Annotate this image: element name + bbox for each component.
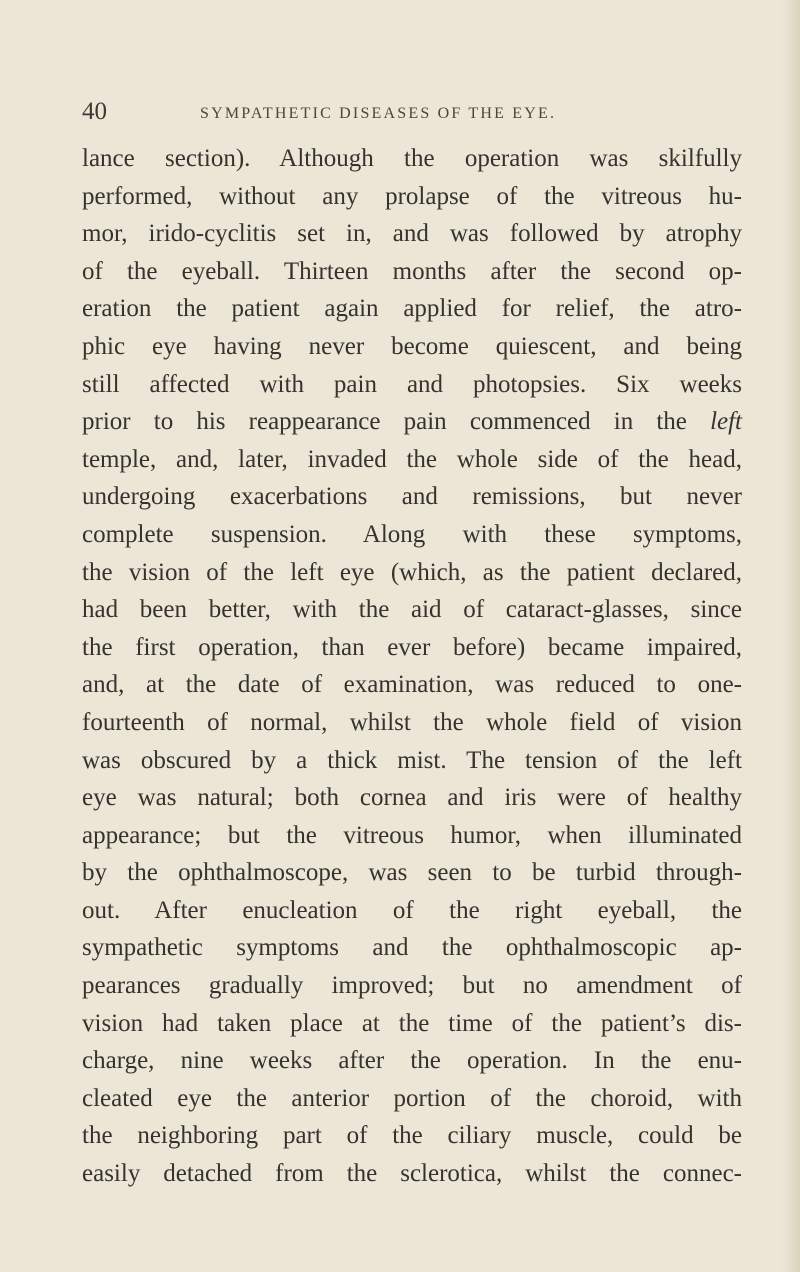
page-number: 40 (82, 98, 107, 125)
text-line: lance section). Although the operation was skilfully (82, 145, 742, 172)
text-line: undergoing exacerbations and remissions, but never (82, 483, 742, 511)
page-edge-shading (782, 0, 800, 1272)
text-line: phic eye having never become quiescent, and being (82, 332, 742, 360)
text-line: the vision of the left eye (which, as the patient declared, (82, 558, 742, 586)
running-title: SYMPATHETIC DISEASES OF THE EYE. (200, 105, 557, 122)
text-segment: prior to his reappearance pain commenced in the (82, 408, 711, 436)
text-line: out. After enucleation of the right eyeball, the (82, 896, 742, 924)
text-line: the neighboring part of the ciliary muscle, could be (82, 1122, 742, 1150)
text-line: still affected with pain and photopsies. Six weeks (82, 370, 742, 398)
text-line: the first operation, than ever before) became impaired, (82, 633, 742, 661)
text-line: of the eyeball. Thirteen months after the second op- (82, 257, 742, 285)
text-line: vision had taken place at the time of the patient’s dis- (82, 1009, 742, 1037)
text-line: was obscured by a thick mist. The tension of the left (82, 746, 742, 774)
text-line: charge, nine weeks after the operation. In the enu- (82, 1047, 742, 1075)
running-head (82, 98, 742, 130)
text-line: and, at the date of examination, was reduced to one- (82, 671, 742, 699)
text-line: pearances gradually improved; but no amendment of (82, 972, 742, 1000)
text-line: cleated eye the anterior portion of the choroid, with (82, 1084, 742, 1112)
text-line: had been better, with the aid of cataract-glasses, since (82, 596, 742, 624)
italic-word: left (710, 408, 742, 436)
text-line: sympathetic symptoms and the ophthalmoscopic ap- (82, 934, 742, 962)
text-line: by the ophthalmoscope, was seen to be turbid through- (82, 859, 742, 887)
text-line: performed, without any prolapse of the vitreous hu- (82, 182, 742, 210)
text-line: easily detached from the sclerotica, whilst the connec- (82, 1160, 742, 1188)
body-text (82, 140, 742, 1193)
text-line: complete suspension. Along with these symptoms, (82, 520, 742, 548)
text-line: eye was natural; both cornea and iris were of healthy (82, 784, 742, 812)
text-line: eration the patient again applied for relief, the atro- (82, 295, 742, 323)
text-line: fourteenth of normal, whilst the whole field of vision (82, 708, 742, 736)
text-line: temple, and, later, invaded the whole side of the head, (82, 445, 742, 473)
text-line (82, 403, 742, 441)
text-line: mor, irido-cyclitis set in, and was followed by atrophy (82, 220, 742, 248)
text-line: appearance; but the vitreous humor, when illuminated (82, 821, 742, 849)
